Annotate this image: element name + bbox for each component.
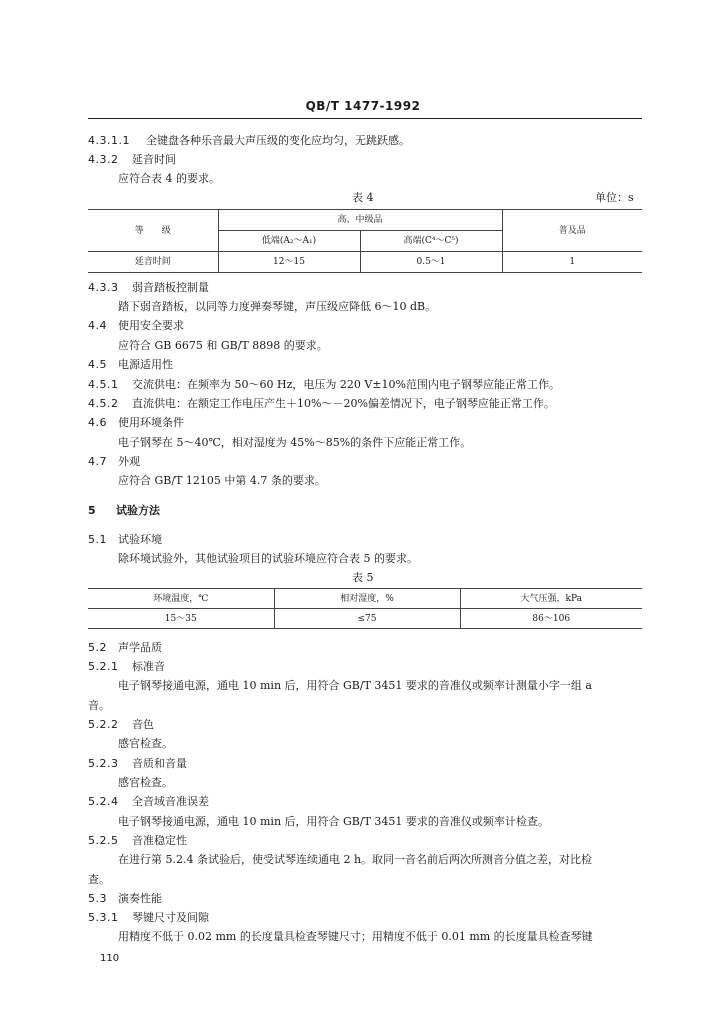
table4-cell-basic: 1	[502, 252, 642, 273]
clause-number: 5.2.1	[88, 660, 119, 673]
clause-number: 5.2	[88, 641, 107, 654]
page-number: 110	[100, 953, 120, 964]
table4-cell-low: 12～15	[218, 252, 360, 273]
table-row	[88, 252, 642, 273]
clause-number: 4.3.1.1	[88, 134, 130, 147]
clause-title: 音质和音量	[132, 757, 187, 770]
paragraph: 在进行第 5.2.4 条试验后，使受试琴连续通电 2 h。取同一音名前后两次所测音分值之差，对比检	[118, 853, 593, 866]
section-5-heading	[88, 504, 160, 518]
clause-number: 4.5.2	[88, 397, 119, 410]
table5-cell-humidity: ≤75	[274, 609, 460, 629]
clause-title: 试验环境	[118, 533, 162, 546]
clause-title: 电源适用性	[118, 358, 173, 371]
clause-number: 4.7	[88, 455, 107, 468]
clause-number: 5.2.4	[88, 795, 119, 808]
paragraph-continuation: 查。	[88, 873, 110, 886]
paragraph: 电子钢琴在 5～40℃，相对湿度为 45%～85%的条件下应能正常工作。	[118, 436, 472, 449]
clause-5-2	[88, 641, 162, 655]
clause-title: 延音时间	[132, 153, 176, 166]
table4-header-basic: 普及品	[502, 210, 642, 252]
clause-number: 5.2.5	[88, 834, 119, 847]
clause-number: 5.2.3	[88, 757, 119, 770]
table4-header-high: 高端(C⁴～C⁵)	[360, 231, 502, 252]
clause-title: 演奏性能	[118, 892, 162, 905]
clause-title: 全音域音准误差	[132, 795, 209, 808]
table4-caption: 表 4	[352, 191, 374, 204]
clause-5-3-1	[88, 911, 209, 925]
clause-number: 4.6	[88, 416, 107, 429]
clause-4-6	[88, 416, 184, 430]
clause-title: 音色	[132, 718, 154, 731]
clause-5-1	[88, 533, 162, 547]
table-4	[88, 209, 642, 273]
clause-number: 5.3	[88, 892, 107, 905]
paragraph: 除环境试验外，其他试验项目的试验环境应符合表 5 的要求。	[118, 552, 418, 565]
clause-text: 交流供电：在频率为 50～60 Hz，电压为 220 V±10%范围内电子钢琴应能正常工作。	[132, 378, 560, 391]
table5-header-temp: 环境温度，℃	[88, 589, 274, 609]
clause-number: 5.3.1	[88, 911, 119, 924]
paragraph: 感官检查。	[118, 776, 173, 789]
clause-title: 声学品质	[118, 641, 162, 654]
section-title: 试验方法	[116, 504, 160, 517]
section-number: 5	[88, 504, 97, 517]
table4-cell-high: 0.5～1	[360, 252, 502, 273]
table4-header-low: 低端(A₂～A₁)	[218, 231, 360, 252]
table5-caption: 表 5	[352, 571, 374, 584]
paragraph: 应符合 GB 6675 和 GB/T 8898 的要求。	[118, 339, 328, 352]
paragraph: 电子钢琴接通电源，通电 10 min 后，用符合 GB/T 3451 要求的音准仪或频率计检查。	[118, 815, 549, 828]
clause-4-5	[88, 358, 173, 372]
table-row	[88, 609, 642, 629]
table5-header-pressure: 大气压强，kPa	[460, 589, 642, 609]
table4-unit: 单位：s	[595, 191, 634, 204]
clause-5-2-3	[88, 757, 187, 771]
table4-header-grade: 等 级	[88, 210, 218, 252]
clause-title: 使用环境条件	[118, 416, 184, 429]
paragraph: 应符合 GB/T 12105 中第 4.7 条的要求。	[118, 474, 326, 487]
clause-5-2-1	[88, 660, 165, 674]
clause-number: 5.2.2	[88, 718, 119, 731]
clause-title: 弱音踏板控制量	[132, 281, 209, 294]
clause-title: 音准稳定性	[132, 834, 187, 847]
paragraph-continuation: 音。	[88, 699, 110, 712]
table4-header-midhigh: 高、中级品	[218, 210, 502, 231]
clause-title: 外观	[118, 455, 140, 468]
clause-4-3-2	[88, 153, 176, 167]
paragraph: 感官检查。	[118, 737, 173, 750]
clause-5-3	[88, 892, 162, 906]
paragraph: 应符合表 4 的要求。	[118, 172, 220, 185]
clause-5-2-4	[88, 795, 209, 809]
clause-number: 5.1	[88, 533, 107, 546]
clause-title: 琴键尺寸及间隙	[132, 911, 209, 924]
clause-4-3-1-1	[88, 134, 410, 148]
paragraph: 电子钢琴接通电源，通电 10 min 后，用符合 GB/T 3451 要求的音准仪或频率计测量小字一组 a	[118, 679, 592, 692]
clause-title: 使用安全要求	[118, 319, 184, 332]
clause-number: 4.3.3	[88, 281, 119, 294]
paragraph: 踏下弱音踏板，以同等力度弹奏琴键，声压级应降低 6～10 dB。	[118, 300, 437, 313]
clause-4-4	[88, 319, 184, 333]
table5-cell-pressure: 86～106	[460, 609, 642, 629]
clause-4-5-2	[88, 397, 555, 411]
clause-text: 直流供电：在额定工作电压产生＋10%～－20%偏差情况下，电子钢琴应能正常工作。	[132, 397, 555, 410]
table-5	[88, 588, 642, 629]
clause-4-3-3	[88, 281, 209, 295]
table5-header-humidity: 相对湿度，%	[274, 589, 460, 609]
header-rule	[88, 118, 642, 119]
clause-number: 4.3.2	[88, 153, 119, 166]
clause-5-2-2	[88, 718, 154, 732]
table4-row-label: 延音时间	[88, 252, 218, 273]
clause-5-2-5	[88, 834, 187, 848]
clause-number: 4.5	[88, 358, 107, 371]
table5-cell-temp: 15～35	[88, 609, 274, 629]
clause-title: 标准音	[132, 660, 165, 673]
paragraph: 用精度不低于 0.02 mm 的长度量具检查琴键尺寸；用精度不低于 0.01 mm 的长度量具检查琴键	[118, 930, 593, 943]
standard-code-header: QB/T 1477-1992	[305, 99, 421, 113]
clause-number: 4.4	[88, 319, 107, 332]
clause-number: 4.5.1	[88, 378, 119, 391]
clause-4-5-1	[88, 378, 560, 392]
clause-text: 全键盘各种乐音最大声压级的变化应均匀，无跳跃感。	[146, 134, 410, 147]
clause-4-7	[88, 455, 140, 469]
